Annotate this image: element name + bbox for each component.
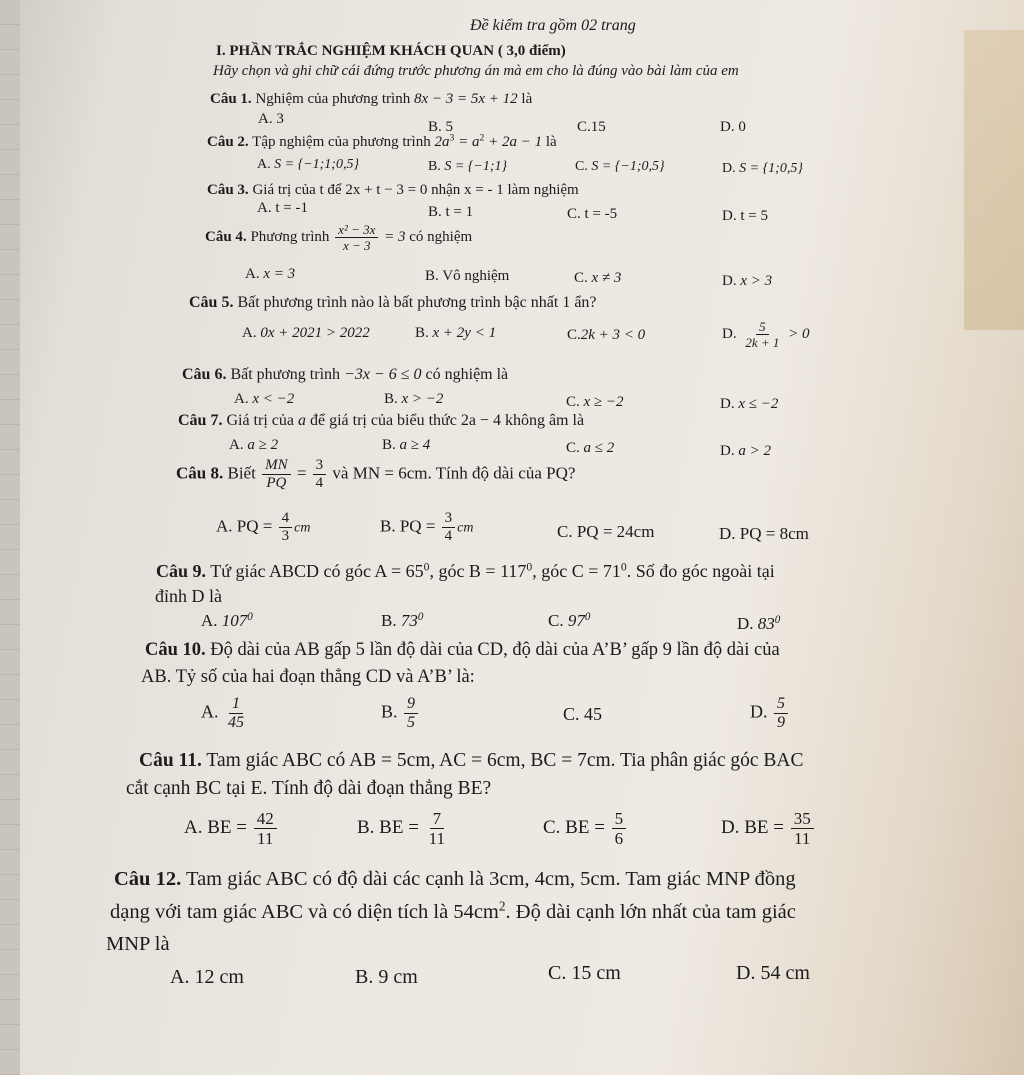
q7-option-a: A. a ≥ 2 — [229, 437, 279, 453]
question-8: Câu 8. Biết $\frac{MN}{PQ}$ = $\frac{3}{4}$ và MN = 6cm. Tính độ dài của PQ? — [176, 457, 576, 491]
instruction: Hãy chọn và ghi chữ cái đứng trước phương án mà em cho là đúng vào bài làm của em — [213, 63, 739, 79]
question-5: Câu 5. Bất phương trình nào là bất phương trình bậc nhất 1 ẩn? — [189, 294, 597, 311]
question-6: Câu 6. Bất phương trình −3x − 6 ≤ 0 có nghiệm là — [182, 366, 509, 383]
q7-option-d: D. a > 2 — [720, 443, 771, 459]
question-12: Câu 12. Tam giác ABC có độ dài các cạnh là 3cm, 4cm, 5cm. Tam giác MNP đồng — [114, 868, 796, 890]
q3-option-b: B. t = 1 — [428, 204, 474, 220]
background-corner — [964, 30, 1024, 330]
q5-option-d: D. $\frac{5}{2k + 1}$ > 0 — [722, 319, 810, 350]
q12-option-d: D. 54 cm — [736, 962, 810, 984]
pages-note: Đề kiểm tra gồm 02 trang — [470, 17, 636, 34]
q1-option-d: D. 0 — [720, 119, 746, 135]
question-11: Câu 11. Tam giác ABC có AB = 5cm, AC = 6cm, BC = 7cm. Tia phân giác góc BAC — [139, 750, 804, 771]
q5-option-b: B. x + 2y < 1 — [415, 325, 497, 341]
q9-option-d: D. $83^0$ — [737, 613, 781, 633]
q2-option-b: B. S = {−1;1} — [428, 159, 508, 174]
q12-option-c: C. 15 cm — [548, 962, 621, 984]
q2-option-a: A. S = {−1;1;0,5} — [257, 157, 360, 172]
q1-option-c: C.15 — [577, 119, 606, 135]
question-10: Câu 10. Độ dài của AB gấp 5 lần độ dài của CD, độ dài của A’B’ gấp 9 lần độ dài của — [145, 640, 780, 660]
q9-option-a: A. $107^0$ — [201, 610, 253, 630]
q2-option-d: D. S = {1;0,5} — [722, 161, 803, 176]
q1-option-a: A. 3 — [258, 111, 284, 127]
q10-option-a: A. $\frac{1}{45}$ — [201, 695, 244, 731]
q11-option-c: C. BE = $\frac{5}{6}$ — [543, 810, 628, 847]
q3-option-a: A. t = -1 — [257, 200, 308, 216]
question-9: Câu 9. Tứ giác ABCD có góc $A = 65^0$, góc $B = 117^0$, góc $C = 71^0$. Số đo góc ngoài tại — [156, 560, 775, 581]
q7-option-c: C. a ≤ 2 — [566, 440, 615, 456]
q10-option-b: B. $\frac{9}{5}$ — [381, 696, 420, 731]
q8-option-d: D. PQ = 8cm — [719, 524, 809, 543]
q4-option-d: D. x > 3 — [722, 273, 773, 289]
q7-option-b: B. a ≥ 4 — [382, 437, 431, 453]
q4-option-c: C. x ≠ 3 — [574, 270, 622, 286]
page-left-edge — [0, 0, 20, 1075]
q10-option-c: C. 45 — [563, 704, 603, 724]
question-4: Câu 4. Phương trình $\frac{\text{x² − 3x}}{x - 3}$ = 3 có nghiệm — [205, 222, 473, 253]
q3-option-c: C. t = -5 — [567, 206, 618, 222]
q6-option-a: A. x < −2 — [234, 391, 295, 407]
q6-option-c: C. x ≥ −2 — [566, 394, 624, 410]
question-3: Câu 3. Giá trị của t để 2x + t − 3 = 0 nhận x = - 1 làm nghiệm — [207, 182, 579, 198]
q9-line-2: đỉnh D là — [155, 586, 222, 606]
q1-option-b: B. 5 — [428, 119, 454, 135]
q5-option-a: A. 0x + 2021 > 2022 — [242, 325, 370, 341]
q10-option-d: D. $\frac{5}{9}$ — [750, 696, 790, 731]
q12-line-2: dạng với tam giác ABC và có diện tích là $54cm^2$. Độ dài cạnh lớn nhất của tam giác — [110, 898, 796, 923]
q8-option-a: A. PQ = $\frac{4}{3}$ cm — [216, 510, 311, 544]
q2-option-c: C. S = {−1;0,5} — [575, 159, 665, 174]
question-7: Câu 7. Giá trị của a để giá trị của biểu thức 2a − 4 không âm là — [178, 412, 585, 429]
q12-option-b: B. 9 cm — [355, 966, 418, 988]
q5-option-c: C.2k + 3 < 0 — [567, 327, 646, 343]
question-label: Câu 1. — [210, 91, 252, 107]
q11-line-2: cắt cạnh BC tại E. Tính độ dài đoạn thẳng BE? — [126, 778, 492, 799]
q12-line-3: MNP là — [106, 933, 170, 955]
q9-option-b: B. $73^0$ — [381, 610, 424, 630]
question-2: Câu 2. Tập nghiệm của phương trình $2a^3 = a^2 + 2a - 1$ là — [207, 132, 557, 150]
q11-option-d: D. BE = $\frac{35}{11}$ — [721, 810, 816, 847]
q11-option-a: A. BE = $\frac{42}{11}$ — [184, 810, 279, 847]
q12-option-a: A. 12 cm — [170, 966, 244, 988]
q6-option-d: D. x ≤ −2 — [720, 396, 779, 412]
q4-option-a: A. x = 3 — [245, 266, 296, 282]
q8-option-c: C. PQ = 24cm — [557, 522, 655, 541]
section-title: I. PHẦN TRẮC NGHIỆM KHÁCH QUAN ( 3,0 điểm) — [216, 43, 566, 59]
q11-option-b: B. BE = $\frac{7}{11}$ — [357, 809, 446, 848]
question-1: Câu 1. Nghiệm của phương trình 8x − 3 = 5x + 12 là — [210, 91, 533, 107]
q6-option-b: B. x > −2 — [384, 391, 444, 407]
q8-option-b: B. PQ = $\frac{3}{4}$ cm — [380, 510, 474, 544]
q4-option-b: B. Vô nghiệm — [425, 268, 510, 284]
q10-line-2: AB. Tỷ số của hai đoạn thẳng CD và A’B’ là: — [141, 667, 475, 687]
q9-option-c: C. $97^0$ — [548, 610, 591, 630]
q3-option-d: D. t = 5 — [722, 208, 768, 224]
fraction: $\frac{\text{x² − 3x}}{x - 3}$ — [335, 223, 378, 252]
